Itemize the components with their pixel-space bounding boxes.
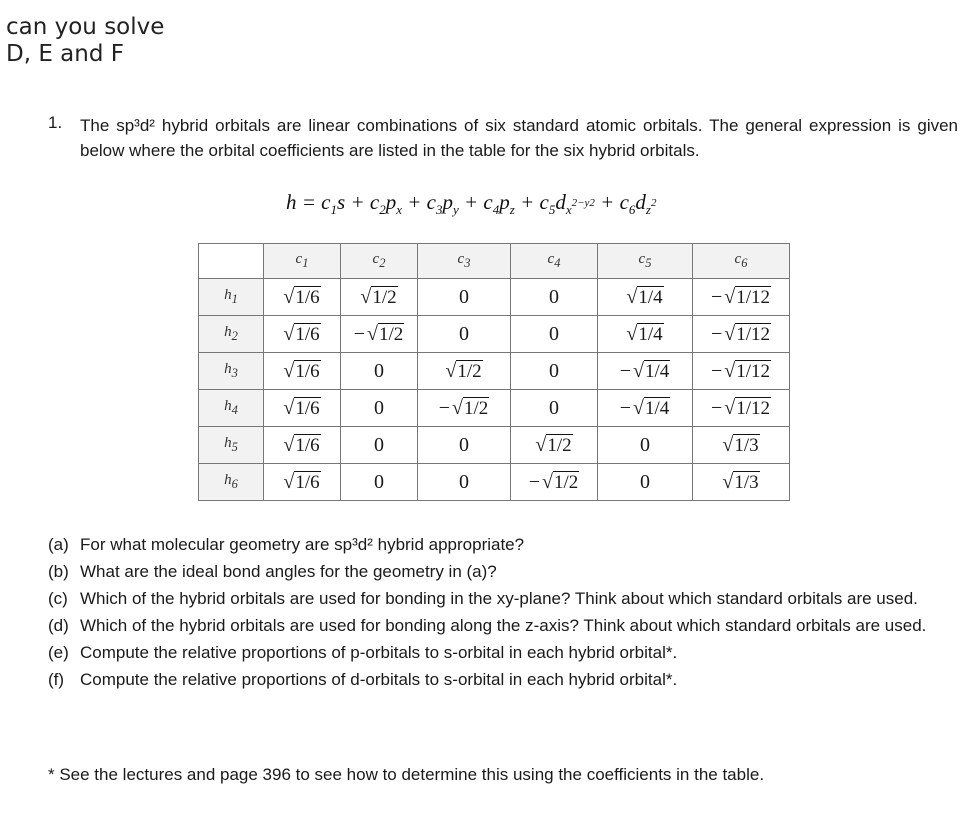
problem-text: The sp³d² hybrid orbitals are linear combinations of six standard atomic orbitals. The general expression is given below where the orbital coefficients are listed in the table for the six hybrid orbitals. xyxy=(80,116,958,160)
radicand: 1/4 xyxy=(638,286,663,308)
radical-sign: √ xyxy=(633,396,644,419)
column-header: $c_6$ xyxy=(693,244,790,279)
formula-orbital-superscript: 2−y2 xyxy=(571,197,595,210)
question-part xyxy=(48,586,958,611)
question-line-2: D, E and F xyxy=(6,41,124,67)
coefficient-cell xyxy=(598,353,693,390)
part-text: Which of the hybrid orbitals are used for bonding in the xy-plane? Think about which standard orbitals are used. xyxy=(80,589,918,608)
row-label: $h_6$ xyxy=(199,464,264,501)
column-header: $c_4$ xyxy=(511,244,598,279)
coefficient-cell: 0 xyxy=(341,390,418,427)
formula-coef-index: 3 xyxy=(435,202,443,218)
minus-sign: − xyxy=(619,396,631,419)
part-text: Compute the relative proportions of p-orbitals to s-orbital in each hybrid orbital*. xyxy=(80,643,678,662)
table-corner-cell xyxy=(199,244,264,279)
radicand: 1/2 xyxy=(547,434,572,456)
coefficient-cell: 0 xyxy=(418,427,511,464)
radical-sign: √ xyxy=(626,322,638,345)
coefficient-cell: 0 xyxy=(511,353,598,390)
formula-coef-index: 6 xyxy=(628,202,636,218)
coefficient-cell: 0 xyxy=(418,316,511,353)
sqrt-expression xyxy=(529,471,580,494)
column-header-index: 3 xyxy=(464,256,471,270)
column-header-index: 4 xyxy=(554,256,561,270)
row-label: $h_3$ xyxy=(199,353,264,390)
formula-orbital-subscript: z xyxy=(509,202,515,218)
radicand: 1/6 xyxy=(295,286,320,308)
radical-sign: √ xyxy=(626,285,638,308)
formula-orbital-subscript: y xyxy=(452,202,459,218)
coefficient-cell: 0 xyxy=(341,353,418,390)
sqrt-expression xyxy=(711,286,771,309)
formula-coef-index: 4 xyxy=(492,202,500,218)
radicand: 1/6 xyxy=(295,360,320,382)
coefficient-cell xyxy=(693,390,790,427)
radicand: 1/6 xyxy=(295,397,320,419)
row-label-index: 6 xyxy=(231,477,238,491)
minus-sign: − xyxy=(619,359,631,382)
sqrt-expression xyxy=(283,323,320,346)
coefficient-cell xyxy=(264,427,341,464)
radicand: 1/6 xyxy=(295,471,320,493)
radical-sign: √ xyxy=(283,433,295,456)
minus-sign: − xyxy=(438,396,450,419)
user-question xyxy=(6,14,164,68)
row-label-index: 1 xyxy=(231,292,238,306)
radical-sign: √ xyxy=(283,396,295,419)
sqrt-expression xyxy=(722,434,759,457)
sqrt-expression xyxy=(283,360,320,383)
radical-sign: √ xyxy=(283,470,295,493)
row-label-index: 3 xyxy=(231,366,238,380)
table-row xyxy=(199,390,790,427)
minus-sign: − xyxy=(353,322,365,345)
radicand: 1/12 xyxy=(736,286,771,308)
row-label: $h_4$ xyxy=(199,390,264,427)
formula-term: + $c_3p_y$ xyxy=(401,190,459,218)
sqrt-expression xyxy=(283,434,320,457)
formula-orbital-superscript: 2 xyxy=(650,197,657,210)
radicand: 1/6 xyxy=(295,434,320,456)
coefficient-cell xyxy=(264,279,341,316)
coefficient-cell xyxy=(693,353,790,390)
radicand: 1/2 xyxy=(457,360,482,382)
radicand: 1/2 xyxy=(378,323,404,345)
column-header-index: 2 xyxy=(379,256,386,270)
sqrt-expression xyxy=(360,286,397,309)
coefficient-cell xyxy=(264,464,341,501)
formula-orbital-subscript: x2−y2 xyxy=(565,197,595,218)
minus-sign: − xyxy=(710,359,723,382)
coefficient-cell: 0 xyxy=(598,464,693,501)
coefficient-cell xyxy=(693,464,790,501)
sqrt-expression xyxy=(626,323,663,346)
sqrt-expression xyxy=(535,434,572,457)
row-label: $h_2$ xyxy=(199,316,264,353)
question-part xyxy=(48,613,958,638)
coefficient-cell: 0 xyxy=(341,427,418,464)
part-label: (d) xyxy=(48,616,69,635)
radicand: 1/6 xyxy=(295,323,320,345)
hybrid-formula xyxy=(286,190,656,218)
radical-sign: √ xyxy=(360,285,372,308)
coefficient-cell: 0 xyxy=(341,464,418,501)
row-label-index: 4 xyxy=(231,403,238,417)
formula-term: + $c_5d_{x^{2-y2}}$ xyxy=(514,190,595,218)
sqrt-expression xyxy=(283,397,320,420)
column-header: $c_3$ xyxy=(418,244,511,279)
sqrt-expression xyxy=(620,397,671,420)
row-label-index: 5 xyxy=(231,440,238,454)
coefficient-cell xyxy=(341,316,418,353)
coefficient-cell xyxy=(598,390,693,427)
radical-sign: √ xyxy=(722,470,734,493)
radical-sign: √ xyxy=(724,322,736,345)
table-row xyxy=(199,279,790,316)
radicand: 1/3 xyxy=(734,434,759,456)
radicand: 1/2 xyxy=(553,471,579,493)
part-text: Compute the relative proportions of d-orbitals to s-orbital in each hybrid orbital*. xyxy=(80,670,678,689)
question-part xyxy=(48,559,958,584)
radicand: 1/2 xyxy=(463,397,489,419)
table-header-row xyxy=(199,244,790,279)
radical-sign: √ xyxy=(724,285,736,308)
part-label: (b) xyxy=(48,562,69,581)
formula-coef-index: 1 xyxy=(330,202,337,218)
radicand: 1/12 xyxy=(736,360,771,382)
radical-sign: √ xyxy=(452,396,463,419)
part-label: (c) xyxy=(48,589,68,608)
column-header: $c_1$ xyxy=(264,244,341,279)
coefficient-cell xyxy=(693,279,790,316)
column-header: $c_5$ xyxy=(598,244,693,279)
sqrt-expression xyxy=(439,397,490,420)
sqrt-expression xyxy=(283,286,320,309)
radical-sign: √ xyxy=(724,359,736,382)
coefficient-cell xyxy=(511,427,598,464)
question-part xyxy=(48,640,958,665)
coefficient-cell xyxy=(341,279,418,316)
part-label: (f) xyxy=(48,670,65,689)
sqrt-expression xyxy=(711,360,771,383)
sqrt-expression xyxy=(445,360,482,383)
radical-sign: √ xyxy=(633,359,644,382)
sqrt-expression xyxy=(620,360,671,383)
radical-sign: √ xyxy=(367,322,378,345)
formula-term: $c_1s$ xyxy=(321,190,346,218)
radicand: 1/12 xyxy=(736,397,771,419)
row-label: $h_1$ xyxy=(199,279,264,316)
part-text: What are the ideal bond angles for the geometry in (a)? xyxy=(80,562,497,581)
formula-coef-index: 2 xyxy=(379,202,386,218)
question-parts xyxy=(48,532,958,694)
radicand: 1/4 xyxy=(644,397,670,419)
sqrt-expression xyxy=(711,397,771,420)
row-label: $h_5$ xyxy=(199,427,264,464)
coefficient-cell xyxy=(418,353,511,390)
minus-sign: − xyxy=(528,470,540,493)
formula-orbital-subscript: x xyxy=(396,202,402,218)
radical-sign: √ xyxy=(542,470,553,493)
radicand: 1/2 xyxy=(372,286,397,308)
formula-term: + $c_4p_z$ xyxy=(458,190,515,218)
radical-sign: √ xyxy=(535,433,547,456)
part-label: (e) xyxy=(48,643,69,662)
coefficient-table xyxy=(198,243,790,501)
formula-lhs: h = xyxy=(286,190,322,214)
row-label-index: 2 xyxy=(231,329,238,343)
column-header-index: 6 xyxy=(741,256,748,270)
radical-sign: √ xyxy=(722,433,734,456)
column-header-index: 1 xyxy=(302,256,309,270)
coefficient-cell xyxy=(598,279,693,316)
radical-sign: √ xyxy=(283,322,295,345)
coefficient-cell xyxy=(264,316,341,353)
formula-coef-index: 5 xyxy=(548,202,556,218)
coefficient-cell xyxy=(511,464,598,501)
table-row xyxy=(199,464,790,501)
formula-term: + $c_6d_{z^2}$ xyxy=(594,190,657,218)
sqrt-expression xyxy=(711,323,771,346)
table-row xyxy=(199,316,790,353)
problem-number: 1. xyxy=(48,113,63,132)
problem-statement xyxy=(48,113,958,163)
minus-sign: − xyxy=(710,396,723,419)
column-header: $c_2$ xyxy=(341,244,418,279)
question-line-1: can you solve xyxy=(6,14,165,40)
radical-sign: √ xyxy=(283,285,295,308)
table-row xyxy=(199,427,790,464)
minus-sign: − xyxy=(710,322,723,345)
coefficient-cell xyxy=(693,427,790,464)
coefficient-cell: 0 xyxy=(511,279,598,316)
sqrt-expression xyxy=(722,471,759,494)
radical-sign: √ xyxy=(724,396,736,419)
radical-sign: √ xyxy=(445,359,457,382)
part-text: For what molecular geometry are sp³d² hybrid appropriate? xyxy=(80,535,525,554)
part-label: (a) xyxy=(48,535,69,554)
part-text: Which of the hybrid orbitals are used for bonding along the z-axis? Think about which standard orbitals are used. xyxy=(80,616,927,635)
radicand: 1/4 xyxy=(644,360,670,382)
formula-term: + $c_2p_x$ xyxy=(345,190,402,218)
radicand: 1/12 xyxy=(736,323,771,345)
sqrt-expression xyxy=(283,471,320,494)
minus-sign: − xyxy=(710,285,723,308)
table-row xyxy=(199,353,790,390)
radical-sign: √ xyxy=(283,359,295,382)
coefficient-cell: 0 xyxy=(511,316,598,353)
coefficient-cell: 0 xyxy=(418,279,511,316)
question-part xyxy=(48,532,958,557)
coefficient-cell xyxy=(418,390,511,427)
sqrt-expression xyxy=(626,286,663,309)
radicand: 1/4 xyxy=(638,323,663,345)
formula-orbital-subscript: z2 xyxy=(645,197,657,218)
coefficient-cell xyxy=(264,353,341,390)
coefficient-cell: 0 xyxy=(511,390,598,427)
coefficient-cell xyxy=(693,316,790,353)
coefficient-cell: 0 xyxy=(598,427,693,464)
coefficient-cell xyxy=(598,316,693,353)
sqrt-expression xyxy=(354,323,405,346)
footnote: * See the lectures and page 396 to see how to determine this using the coefficients in the table. xyxy=(48,765,765,784)
column-header-index: 5 xyxy=(645,256,652,270)
question-part xyxy=(48,667,958,692)
coefficient-cell xyxy=(264,390,341,427)
radicand: 1/3 xyxy=(734,471,759,493)
coefficient-cell: 0 xyxy=(418,464,511,501)
